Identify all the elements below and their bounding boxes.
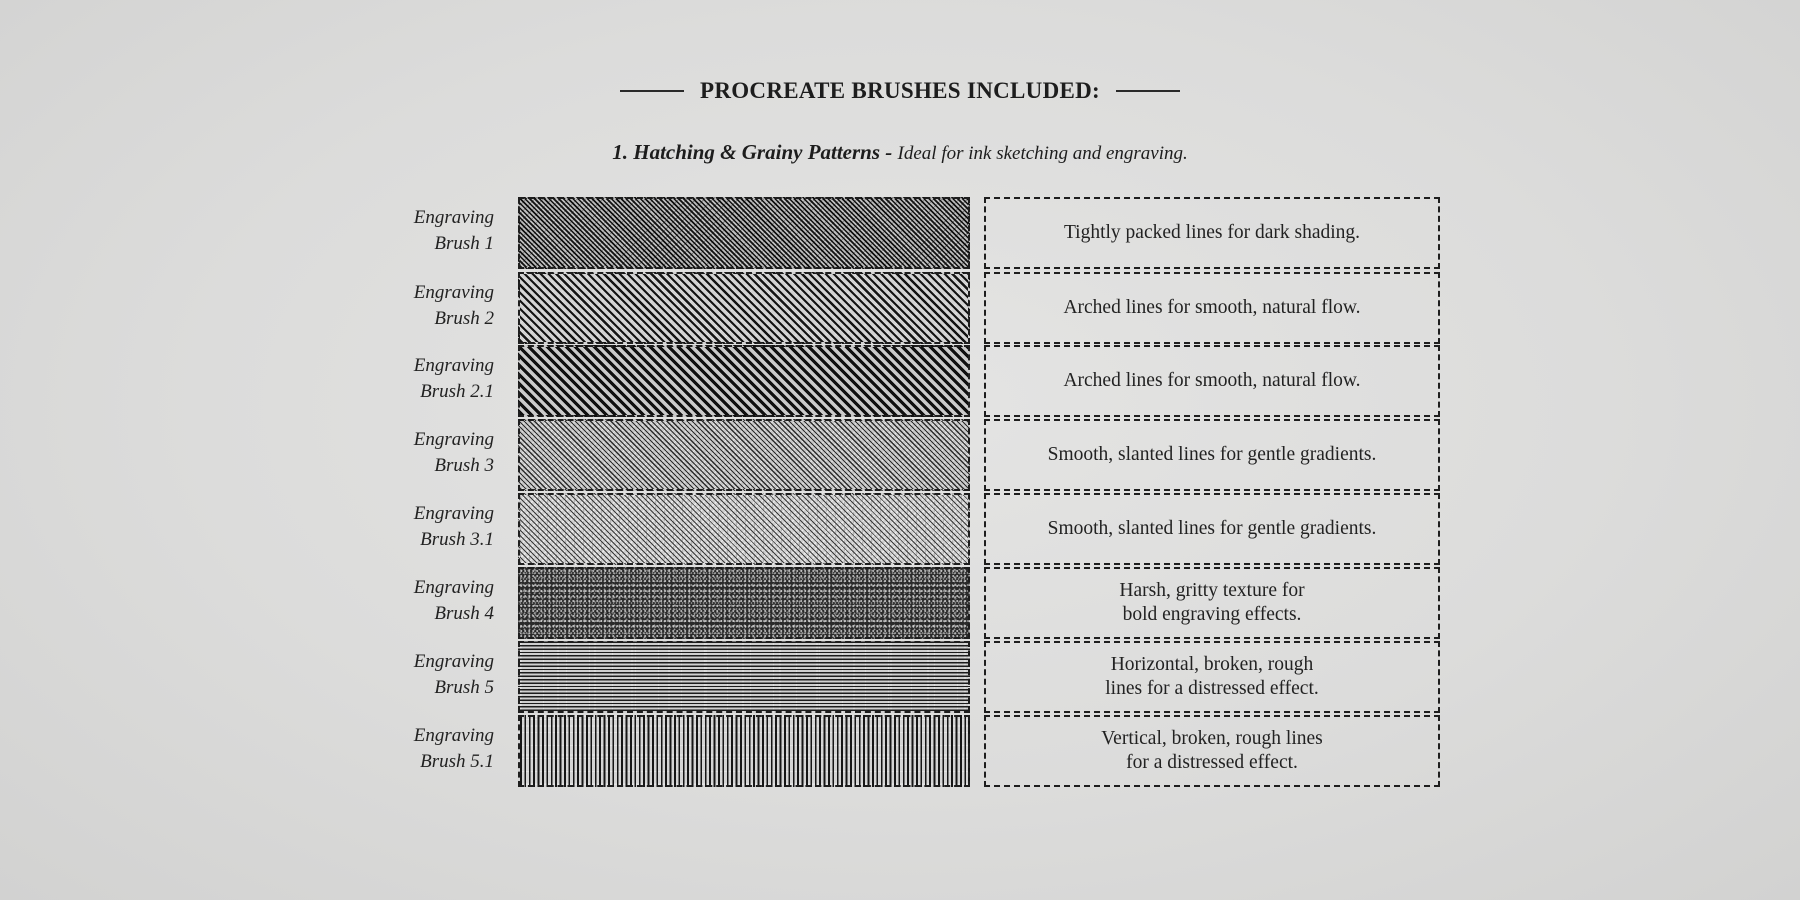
brush-label-line1: Engraving xyxy=(413,282,494,303)
section-title-bold: 1. Hatching & Grainy Patterns - xyxy=(612,140,893,164)
brush-swatch-1 xyxy=(518,197,970,269)
brush-label-line2: Brush 2 xyxy=(434,308,494,329)
brush-label-line1: Engraving xyxy=(413,429,494,450)
brush-desc-line1: Vertical, broken, rough lines xyxy=(1101,728,1323,749)
brush-label-line1: Engraving xyxy=(413,503,494,524)
brush-label-line2: Brush 3.1 xyxy=(420,529,494,550)
section-title-rest: Ideal for ink sketching and engraving. xyxy=(897,143,1188,164)
brush-desc-line1: Arched lines for smooth, natural flow. xyxy=(1063,370,1361,391)
brush-description xyxy=(984,567,1440,639)
brush-label-line2: Brush 5.1 xyxy=(420,751,494,772)
page-title: PROCREATE BRUSHES INCLUDED: xyxy=(699,78,1100,103)
brush-row-4 xyxy=(0,567,1800,639)
brush-swatch-3-1 xyxy=(518,493,970,565)
brush-desc-line1: Smooth, slanted lines for gentle gradients. xyxy=(1047,444,1377,465)
brush-label xyxy=(340,575,494,627)
brush-label xyxy=(340,649,494,701)
brush-label-line1: Engraving xyxy=(413,577,494,598)
brush-label-line2: Brush 2.1 xyxy=(420,381,494,402)
section-subtitle xyxy=(0,140,1800,165)
brush-row-5-1 xyxy=(0,715,1800,787)
brush-row-3 xyxy=(0,419,1800,491)
title-rule-right xyxy=(1116,90,1180,92)
brush-description xyxy=(984,272,1440,344)
brush-label xyxy=(340,353,494,405)
brush-swatch-2 xyxy=(518,272,970,344)
brush-swatch-5 xyxy=(518,641,970,713)
brush-label xyxy=(340,427,494,479)
brush-description xyxy=(984,419,1440,491)
brush-desc-line2: bold engraving effects. xyxy=(1122,604,1302,625)
brush-label-line1: Engraving xyxy=(413,651,494,672)
brush-swatch-3 xyxy=(518,419,970,491)
brush-label-line2: Brush 4 xyxy=(434,603,494,624)
brush-row-2 xyxy=(0,272,1800,344)
title-row xyxy=(0,78,1800,104)
brush-label-line1: Engraving xyxy=(413,207,494,228)
brush-row-1 xyxy=(0,197,1800,269)
brush-label-line2: Brush 5 xyxy=(434,677,494,698)
brush-swatch-4 xyxy=(518,567,970,639)
brush-swatch-5-1 xyxy=(518,715,970,787)
brush-description xyxy=(984,345,1440,417)
brush-label-line1: Engraving xyxy=(413,355,494,376)
brush-description xyxy=(984,197,1440,269)
brush-desc-line2: lines for a distressed effect. xyxy=(1105,678,1319,699)
brush-desc-line1: Horizontal, broken, rough xyxy=(1110,654,1314,675)
title-rule-left xyxy=(620,90,684,92)
brush-label xyxy=(340,723,494,775)
brush-description xyxy=(984,493,1440,565)
brush-label xyxy=(340,280,494,332)
brush-swatch-2-1 xyxy=(518,345,970,417)
brush-description xyxy=(984,715,1440,787)
brush-label xyxy=(340,501,494,553)
brush-label-line2: Brush 1 xyxy=(434,233,494,254)
brush-desc-line1: Smooth, slanted lines for gentle gradients. xyxy=(1047,518,1377,539)
brush-row-2-1 xyxy=(0,345,1800,417)
brush-desc-line2: for a distressed effect. xyxy=(1126,752,1298,773)
brush-desc-line1: Arched lines for smooth, natural flow. xyxy=(1063,297,1361,318)
brush-row-5 xyxy=(0,641,1800,713)
brush-label xyxy=(340,205,494,257)
brush-label-line2: Brush 3 xyxy=(434,455,494,476)
brush-label-line1: Engraving xyxy=(413,725,494,746)
brush-row-3-1 xyxy=(0,493,1800,565)
brush-description xyxy=(984,641,1440,713)
brush-desc-line1: Tightly packed lines for dark shading. xyxy=(1063,222,1361,243)
brush-desc-line1: Harsh, gritty texture for xyxy=(1119,580,1305,601)
